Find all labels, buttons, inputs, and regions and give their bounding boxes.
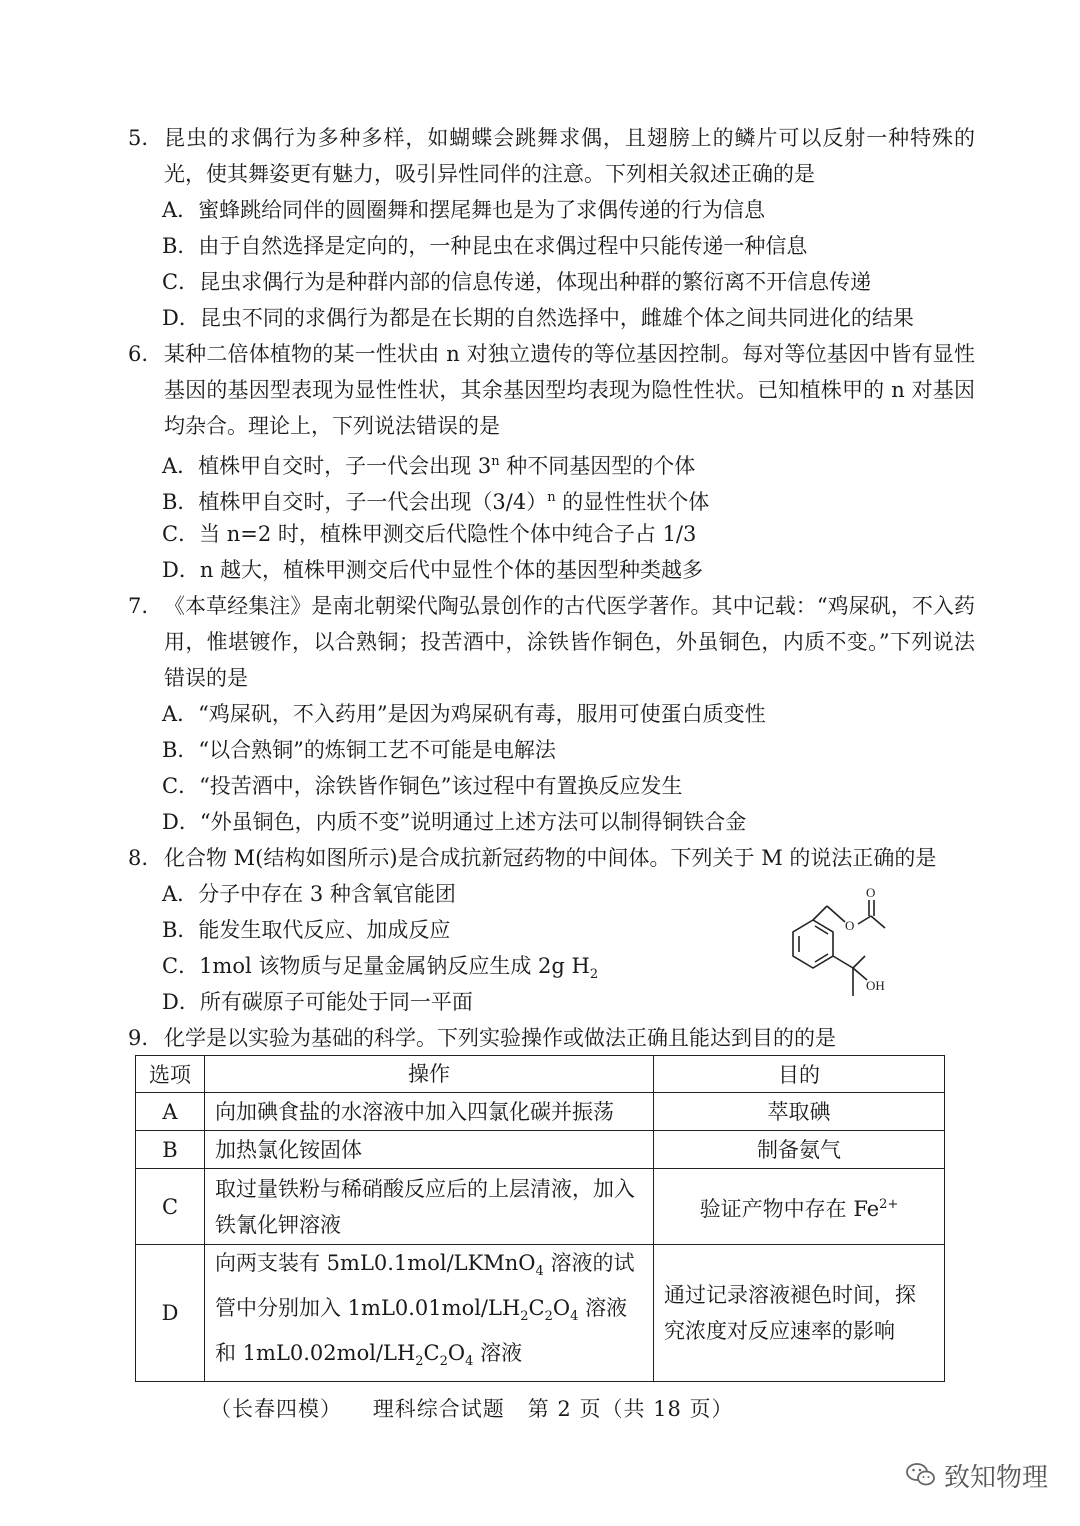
table-row (136, 1093, 945, 1131)
question-stem: 化合物 M(结构如图所示)是合成抗新冠药物的中间体。下列关于 M 的说法正确的是 (164, 846, 937, 870)
question-number: 7. (128, 594, 149, 618)
header-operation: 操作 (205, 1056, 654, 1093)
option-a: A．“鸡屎矾，不入药用”是因为鸡屎矾有毒，服用可使蛋白质变性 (162, 702, 766, 726)
row-operation: 加热氯化铵固体 (205, 1131, 654, 1169)
option-a: A．分子中存在 3 种含氧官能团 (162, 882, 456, 906)
option-b: B．由于自然选择是定向的，一种昆虫在求偶过程中只能传递一种信息 (162, 234, 808, 258)
row-operation: 取过量铁粉与稀硝酸反应后的上层清液，加入铁氰化钾溶液 (205, 1169, 654, 1245)
compound-m-structure (765, 888, 915, 1008)
row-operation: 向两支装有 5mL0.1mol/LKMnO$_4$ 溶液的试管中分别加入 $1mL0.01mol/LH_2C_2O_4$ 溶液和 $1mL0.02mol/LH_2C_2O_4$ 溶液 (205, 1245, 654, 1382)
oxygen-label: O (845, 918, 855, 933)
page-number: 第 2 页（共 18 页） (527, 1397, 734, 1421)
exam-name: （长春四模） (210, 1397, 342, 1421)
header-option: 选项 (136, 1056, 205, 1093)
question-5 (130, 120, 975, 192)
row-goal: 制备氨气 (654, 1131, 945, 1169)
header-goal: 目的 (654, 1056, 945, 1093)
watermark-text: 致知物理 (944, 1462, 1049, 1493)
question-6 (130, 336, 975, 444)
question-number: 9. (128, 1026, 149, 1050)
option-c: C．“投苦酒中，涂铁皆作铜色”该过程中有置换反应发生 (162, 774, 683, 798)
page-footer (210, 1393, 734, 1423)
option-d: D．所有碳原子可能处于同一平面 (162, 990, 473, 1014)
table-row (136, 1169, 945, 1245)
option-a: A．植株甲自交时，子一代会出现 3$^n$ 种不同基因型的个体 (162, 454, 696, 478)
question-stem: 某种二倍体植物的某一性状由 n 对独立遗传的等位基因控制。每对等位基因中皆有显性基因的基因型表现为显性性状，其余基因型均表现为隐性性状。已知植株甲的 n 对基因均杂合。理论上，下列说法错误的是 (164, 342, 975, 438)
row-goal: 验证产物中存在 $Fe^{2+}$ (654, 1169, 945, 1245)
row-label: A (136, 1093, 205, 1131)
question-stem: 《本草经集注》是南北朝梁代陶弘景创作的古代医学著作。其中记载：“鸡屎矾，不入药用，惟堪镀作，以合熟铜；投苦酒中，涂铁皆作铜色，外虽铜色，内质不变。”下列说法错误的是 (164, 594, 975, 690)
experiment-table (135, 1055, 945, 1382)
watermark (906, 1455, 1048, 1495)
option-c: C．当 n=2 时，植株甲测交后代隐性个体中纯合子占 1/3 (162, 522, 697, 546)
option-c: C．昆虫求偶行为是种群内部的信息传递，体现出种群的繁衍离不开信息传递 (162, 270, 872, 294)
table-row (136, 1245, 945, 1382)
option-d: D．“外虽铜色，内质不变”说明通过上述方法可以制得铜铁合金 (162, 810, 747, 834)
option-b: B．能发生取代反应、加成反应 (162, 918, 451, 942)
table-row (136, 1131, 945, 1169)
question-stem: 化学是以实验为基础的科学。下列实验操作或做法正确且能达到目的的是 (164, 1026, 836, 1050)
row-label: B (136, 1131, 205, 1169)
row-label: D (136, 1245, 205, 1382)
option-a: A．蜜蜂跳给同伴的圆圈舞和摆尾舞也是为了求偶传递的行为信息 (162, 198, 766, 222)
question-stem: 昆虫的求偶行为多种多样，如蝴蝶会跳舞求偶，且翅膀上的鳞片可以反射一种特殊的光，使其舞姿更有魅力，吸引异性同伴的注意。下列相关叙述正确的是 (164, 126, 975, 186)
question-number: 5. (128, 126, 149, 150)
question-8 (130, 840, 975, 876)
question-7 (130, 588, 975, 696)
hydroxyl-label: OH (866, 978, 885, 993)
option-b: B．“以合熟铜”的炼铜工艺不可能是电解法 (162, 738, 556, 762)
option-b: B．植株甲自交时，子一代会出现$(3/4)^n$ 的显性性状个体 (162, 490, 710, 514)
wechat-icon (906, 1462, 936, 1488)
row-operation: 向加碘食盐的水溶液中加入四氯化碳并振荡 (205, 1093, 654, 1131)
table-header-row (136, 1056, 945, 1093)
option-d: D．昆虫不同的求偶行为都是在长期的自然选择中，雌雄个体之间共同进化的结果 (162, 306, 914, 330)
question-number: 6. (128, 342, 149, 366)
carbonyl-oxygen-label: O (866, 888, 876, 900)
question-9 (130, 1020, 975, 1056)
row-goal: 萃取碘 (654, 1093, 945, 1131)
option-d: D．n 越大，植株甲测交后代中显性个体的基因型种类越多 (162, 558, 704, 582)
question-number: 8. (128, 846, 149, 870)
row-goal: 通过记录溶液褪色时间，探究浓度对反应速率的影响 (654, 1245, 945, 1382)
subject-name: 理科综合试题 (372, 1397, 505, 1421)
row-label: C (136, 1169, 205, 1245)
option-c: C．1mol 该物质与足量金属钠反应生成 2g $H_2$ (162, 954, 599, 983)
